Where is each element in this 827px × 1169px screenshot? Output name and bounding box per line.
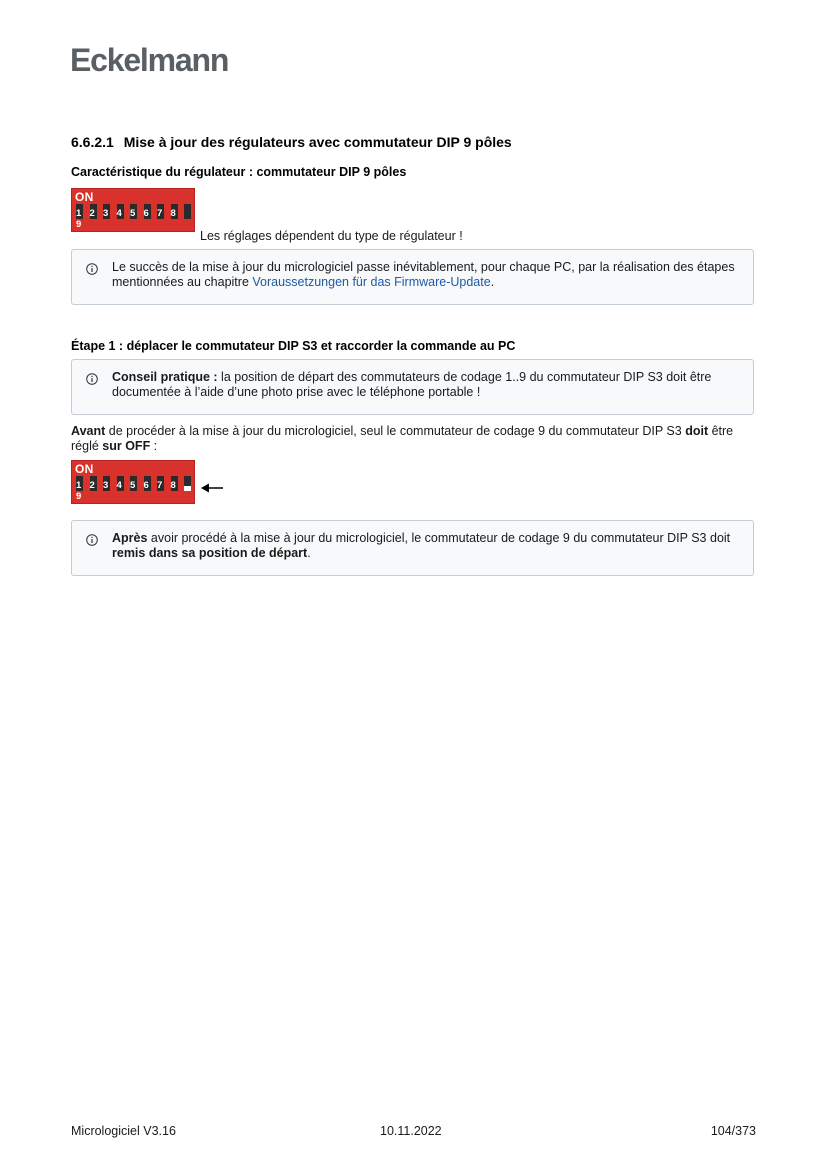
instruction-part1: de procéder à la mise à jour du micrologiciel, seul le commutateur de codage 9 du commutateur DIP S3 bbox=[105, 424, 686, 438]
info-note-prerequisites bbox=[71, 249, 754, 305]
dip-on-label: ON bbox=[75, 190, 94, 204]
info-icon bbox=[86, 263, 98, 275]
step1-heading: Étape 1 : déplacer le commutateur DIP S3 et raccorder la commande au PC bbox=[71, 339, 516, 353]
note1-text: Le succès de la mise à jour du micrologiciel passe inévitablement, pour chaque PC, par la réalisation des étapes mentionnées au chapitre bbox=[112, 260, 735, 289]
note1-text-end: . bbox=[490, 275, 495, 289]
footer-date: 10.11.2022 bbox=[380, 1124, 442, 1138]
footer-page-number: 104/373 bbox=[710, 1124, 756, 1138]
characteristic-heading: Caractéristique du régulateur : commutateur DIP 9 pôles bbox=[71, 165, 407, 179]
instruction-part3: : bbox=[150, 439, 158, 453]
info-note-tip bbox=[71, 359, 754, 415]
dip-caption: Les réglages dépendent du type de régulateur ! bbox=[200, 229, 463, 243]
tip-text: la position de départ des commutateurs de codage 1..9 du commutateur DIP S3 doit être documentée à l’aide d’une photo prise avec le téléphone portable ! bbox=[112, 370, 712, 399]
instruction-bold-off: sur OFF bbox=[102, 439, 151, 453]
section-heading bbox=[71, 134, 512, 150]
info-icon bbox=[86, 373, 98, 385]
instruction-text bbox=[71, 424, 761, 454]
dip-switch-image-s3-off bbox=[71, 460, 195, 504]
instruction-part2: être réglé bbox=[71, 424, 734, 453]
footer-version: Micrologiciel V3.16 bbox=[71, 1124, 176, 1138]
info-note-after-update bbox=[71, 520, 754, 576]
dip-switch-image bbox=[71, 188, 195, 232]
note3-bold-remis: remis dans sa position de départ bbox=[112, 546, 308, 560]
instruction-bold-avant: Avant bbox=[71, 424, 106, 438]
note3-text-end: . bbox=[307, 546, 311, 560]
instruction-bold-doit: doit bbox=[685, 424, 709, 438]
eckelmann-logo: Eckelmann bbox=[70, 42, 229, 78]
dip-on-label: ON bbox=[75, 462, 94, 476]
section-number: 6.6.2.1 bbox=[71, 134, 114, 150]
info-icon bbox=[86, 534, 98, 546]
arrow-left-icon bbox=[200, 482, 224, 494]
tip-label: Conseil pratique : bbox=[112, 370, 218, 384]
dip-numbers: 1 2 3 4 5 6 7 89 bbox=[76, 480, 176, 502]
note3-text: avoir procédé à la mise à jour du micrologiciel, le commutateur de codage 9 du commutateur DIP S3 doit bbox=[147, 531, 731, 545]
firmware-update-prerequisites-link[interactable]: Voraussetzungen für das Firmware-Update bbox=[252, 275, 491, 289]
note3-bold-apres: Après bbox=[112, 531, 148, 545]
dip-numbers: 1 2 3 4 5 6 7 89 bbox=[76, 208, 176, 230]
section-title: Mise à jour des régulateurs avec commutateur DIP 9 pôles bbox=[123, 134, 512, 150]
